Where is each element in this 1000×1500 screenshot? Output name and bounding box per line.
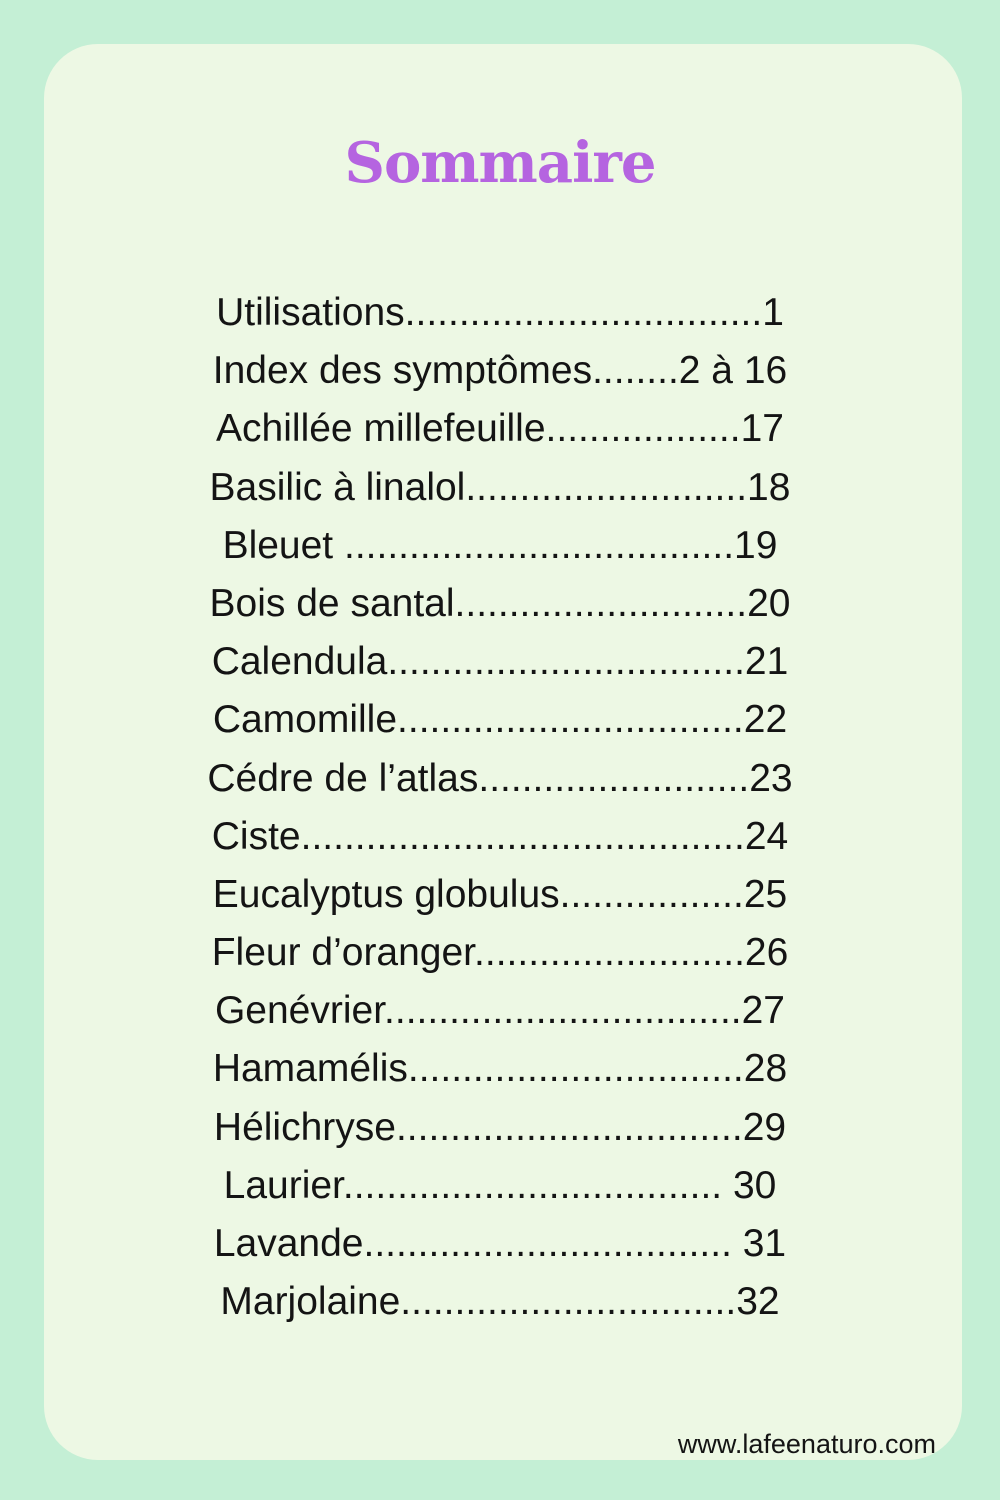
toc-entry: Basilic à linalol..........................18 <box>209 465 791 509</box>
toc-entry: Bleuet ....................................19 <box>222 523 778 567</box>
toc-entry: Lavande.................................. 31 <box>213 1222 787 1265</box>
website-link[interactable]: www.lafeenaturo.com <box>677 1429 936 1459</box>
toc-entry: Camomille................................22 <box>212 698 788 742</box>
toc-entry: Genévrier.................................27 <box>214 989 786 1033</box>
table-of-contents <box>0 284 1000 1331</box>
toc-entry: Hamamélis...............................28 <box>212 1047 788 1091</box>
toc-entry: Hélichryse................................29 <box>213 1105 787 1149</box>
toc-entry: Fleur d’oranger.........................26 <box>211 931 789 975</box>
toc-entry: Ciste.........................................24 <box>211 814 789 858</box>
toc-entry: Calendula.................................21 <box>211 640 789 684</box>
toc-entry: Eucalyptus globulus.................25 <box>212 872 788 916</box>
toc-entry: Cédre de l’atlas.........................23 <box>207 756 793 800</box>
toc-entry: Bois de santal...........................20 <box>209 581 791 625</box>
toc-entry: Marjolaine...............................32 <box>220 1280 780 1324</box>
toc-entry: Laurier................................... 30 <box>223 1163 777 1207</box>
page-title: Sommaire <box>344 130 656 196</box>
toc-entry: Achillée millefeuille..................17 <box>216 407 784 451</box>
toc-entry: Utilisations.................................1 <box>216 291 784 334</box>
toc-entry: Index des symptômes........2 à 16 <box>212 349 788 393</box>
